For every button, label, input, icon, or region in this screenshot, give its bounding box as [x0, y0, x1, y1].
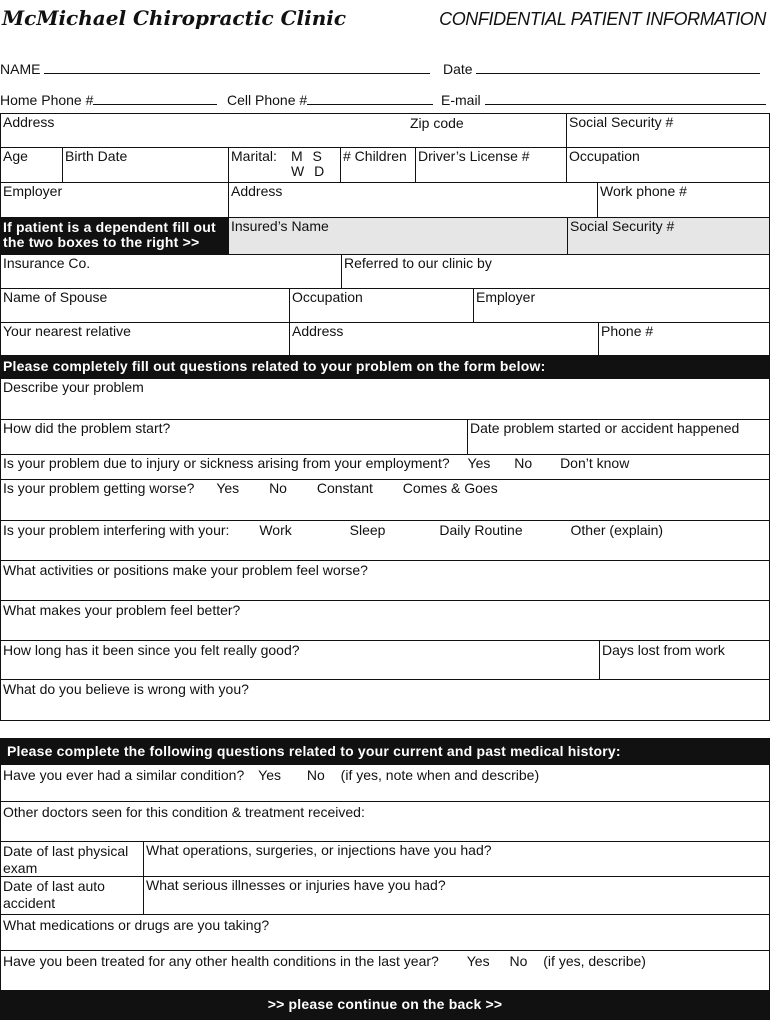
spouse-name-label: Name of Spouse — [3, 289, 108, 305]
insured-ssn-label: Social Security # — [570, 218, 675, 234]
insured-name-label: Insured’s Name — [231, 218, 329, 234]
medications-label: What medications or drugs are you taking? — [3, 917, 270, 933]
email-line — [441, 92, 766, 108]
relative-address-box[interactable] — [289, 322, 599, 356]
marital-options-row1[interactable]: M S — [291, 148, 322, 164]
last-auto-label-2: accident — [3, 895, 56, 911]
name-line — [0, 61, 430, 77]
date-line — [443, 61, 760, 77]
employment-yes-option[interactable]: Yes — [467, 455, 491, 471]
feel-better-box[interactable] — [0, 600, 770, 641]
employment-question-row — [0, 454, 770, 480]
cell-phone-field[interactable] — [307, 92, 433, 105]
date-field[interactable] — [476, 61, 760, 74]
work-phone-label: Work phone # — [600, 183, 687, 199]
relative-phone-label: Phone # — [601, 323, 654, 339]
employer-box[interactable] — [0, 182, 229, 218]
zip-label: Zip code — [410, 115, 464, 131]
name-field[interactable] — [44, 61, 430, 74]
treated-yes-option[interactable]: Yes — [466, 953, 490, 969]
marital-label: Marital: — [231, 148, 277, 164]
medications-box[interactable] — [0, 914, 770, 951]
treated-note: (if yes, describe) — [543, 953, 646, 969]
interfering-work-option[interactable]: Work — [259, 522, 292, 538]
believe-wrong-box[interactable] — [0, 679, 770, 721]
employer-label: Employer — [3, 183, 63, 199]
last-physical-label-1: Date of last physical — [3, 843, 129, 859]
name-label: NAME — [0, 61, 41, 77]
home-phone-label: Home Phone # — [0, 92, 94, 108]
treated-no-option[interactable]: No — [509, 953, 528, 969]
ssn-label: Social Security # — [569, 114, 674, 130]
worse-constant-option[interactable]: Constant — [316, 480, 373, 496]
feel-better-label: What makes your problem feel better? — [3, 602, 241, 618]
worse-yes-option[interactable]: Yes — [216, 480, 240, 496]
spouse-employer-label: Employer — [476, 289, 536, 305]
interfering-question-row — [0, 520, 770, 561]
operations-label: What operations, surgeries, or injections have you had? — [146, 842, 492, 858]
relative-phone-box[interactable] — [598, 322, 770, 356]
dependent-note — [0, 217, 229, 255]
spouse-employer-box[interactable] — [473, 288, 770, 323]
spouse-occupation-label: Occupation — [292, 289, 363, 305]
how-start-box[interactable] — [0, 419, 468, 455]
how-long-box[interactable] — [0, 640, 600, 680]
similar-condition-row — [0, 764, 770, 802]
interfering-daily-routine-option[interactable]: Daily Routine — [439, 522, 523, 538]
treated-question-row — [0, 950, 770, 991]
email-field[interactable] — [485, 92, 766, 105]
interfering-other-option[interactable]: Other (explain) — [570, 522, 664, 538]
insurance-co-label: Insurance Co. — [3, 255, 91, 271]
cell-phone-label: Cell Phone # — [227, 92, 308, 108]
describe-problem-label: Describe your problem — [3, 379, 144, 395]
continue-footer: >> please continue on the back >> — [0, 990, 770, 1020]
date-started-label: Date problem started or accident happened — [470, 420, 740, 436]
similar-note: (if yes, note when and describe) — [340, 767, 540, 783]
email-label: E-mail — [441, 92, 481, 108]
form-title: CONFIDENTIAL PATIENT INFORMATION — [439, 9, 766, 29]
children-box[interactable] — [340, 147, 416, 183]
age-label: Age — [3, 148, 28, 164]
how-start-label: How did the problem start? — [3, 420, 171, 436]
insurance-co-box[interactable] — [0, 254, 342, 289]
drivers-license-label: Driver’s License # — [418, 148, 530, 164]
history-section-header: Please complete the following questions related to your current and past medical history: — [0, 738, 770, 765]
worse-comes-goes-option[interactable]: Comes & Goes — [402, 480, 498, 496]
insured-ssn-box[interactable] — [567, 217, 770, 255]
drivers-license-box[interactable] — [415, 147, 567, 183]
believe-wrong-label: What do you believe is wrong with you? — [3, 681, 249, 697]
ssn-box[interactable] — [566, 113, 770, 148]
describe-problem-box[interactable] — [0, 378, 770, 420]
birth-date-label: Birth Date — [65, 148, 128, 164]
date-started-box[interactable] — [467, 419, 770, 455]
worse-no-option[interactable]: No — [269, 480, 287, 496]
similar-no-option[interactable]: No — [306, 767, 325, 783]
days-lost-label: Days lost from work — [602, 642, 725, 658]
spouse-occupation-box[interactable] — [289, 288, 474, 323]
problem-section-header: Please completely fill out questions related to your problem on the form below: — [0, 356, 770, 379]
similar-yes-option[interactable]: Yes — [258, 767, 281, 783]
employer-address-label: Address — [231, 183, 283, 199]
last-auto-label-1: Date of last auto — [3, 878, 105, 894]
referred-by-label: Referred to our clinic by — [344, 255, 492, 271]
activities-worse-box[interactable] — [0, 560, 770, 601]
employment-dont-know-option[interactable]: Don’t know — [560, 455, 630, 471]
nearest-relative-label: Your nearest relative — [3, 323, 131, 339]
worse-question: Is your problem getting worse? — [3, 480, 195, 496]
age-box[interactable] — [0, 147, 63, 183]
dependent-note-line1: If patient is a dependent fill out — [3, 219, 216, 235]
illnesses-label: What serious illnesses or injuries have you had? — [146, 877, 446, 893]
worse-question-row — [0, 479, 770, 521]
home-phone-field[interactable] — [93, 92, 217, 105]
employment-question: Is your problem due to injury or sickness arising from your employment? — [3, 455, 450, 471]
operations-box[interactable] — [143, 841, 770, 877]
home-phone-line — [0, 92, 217, 108]
how-long-label: How long has it been since you felt really good? — [3, 642, 300, 658]
activities-worse-label: What activities or positions make your problem feel worse? — [3, 562, 368, 578]
occupation-label: Occupation — [569, 148, 640, 164]
spouse-name-box[interactable] — [0, 288, 290, 323]
employment-no-option[interactable]: No — [514, 455, 533, 471]
interfering-question: Is your problem interfering with your: — [3, 522, 230, 538]
illnesses-box[interactable] — [143, 876, 770, 915]
date-label: Date — [443, 61, 473, 77]
dependent-note-line2: the two boxes to the right >> — [3, 234, 200, 250]
cell-phone-line — [227, 92, 433, 108]
referred-by-box[interactable] — [341, 254, 770, 289]
occupation-box[interactable] — [566, 147, 770, 183]
treated-question: Have you been treated for any other health conditions in the last year? — [3, 953, 439, 969]
birth-date-box[interactable] — [62, 147, 229, 183]
insured-name-box[interactable] — [228, 217, 568, 255]
interfering-sleep-option[interactable]: Sleep — [349, 522, 386, 538]
marital-options-row2[interactable]: W D — [291, 163, 325, 179]
children-label: # Children — [343, 148, 407, 164]
other-doctors-box[interactable] — [0, 801, 770, 842]
work-phone-box[interactable] — [597, 182, 770, 218]
clinic-name: McMichael Chiropractic Clinic — [2, 6, 347, 30]
last-auto-box[interactable] — [0, 876, 144, 915]
relative-address-label: Address — [292, 323, 344, 339]
last-physical-box[interactable] — [0, 841, 144, 877]
marital-box[interactable] — [228, 147, 341, 183]
days-lost-box[interactable] — [599, 640, 770, 680]
nearest-relative-box[interactable] — [0, 322, 290, 356]
employer-address-box[interactable] — [228, 182, 598, 218]
address-box[interactable] — [0, 113, 567, 148]
address-label: Address — [3, 114, 55, 130]
last-physical-label-2: exam — [3, 860, 38, 876]
similar-condition-question: Have you ever had a similar condition? — [3, 767, 245, 783]
other-doctors-label: Other doctors seen for this condition & treatment received: — [3, 804, 365, 820]
